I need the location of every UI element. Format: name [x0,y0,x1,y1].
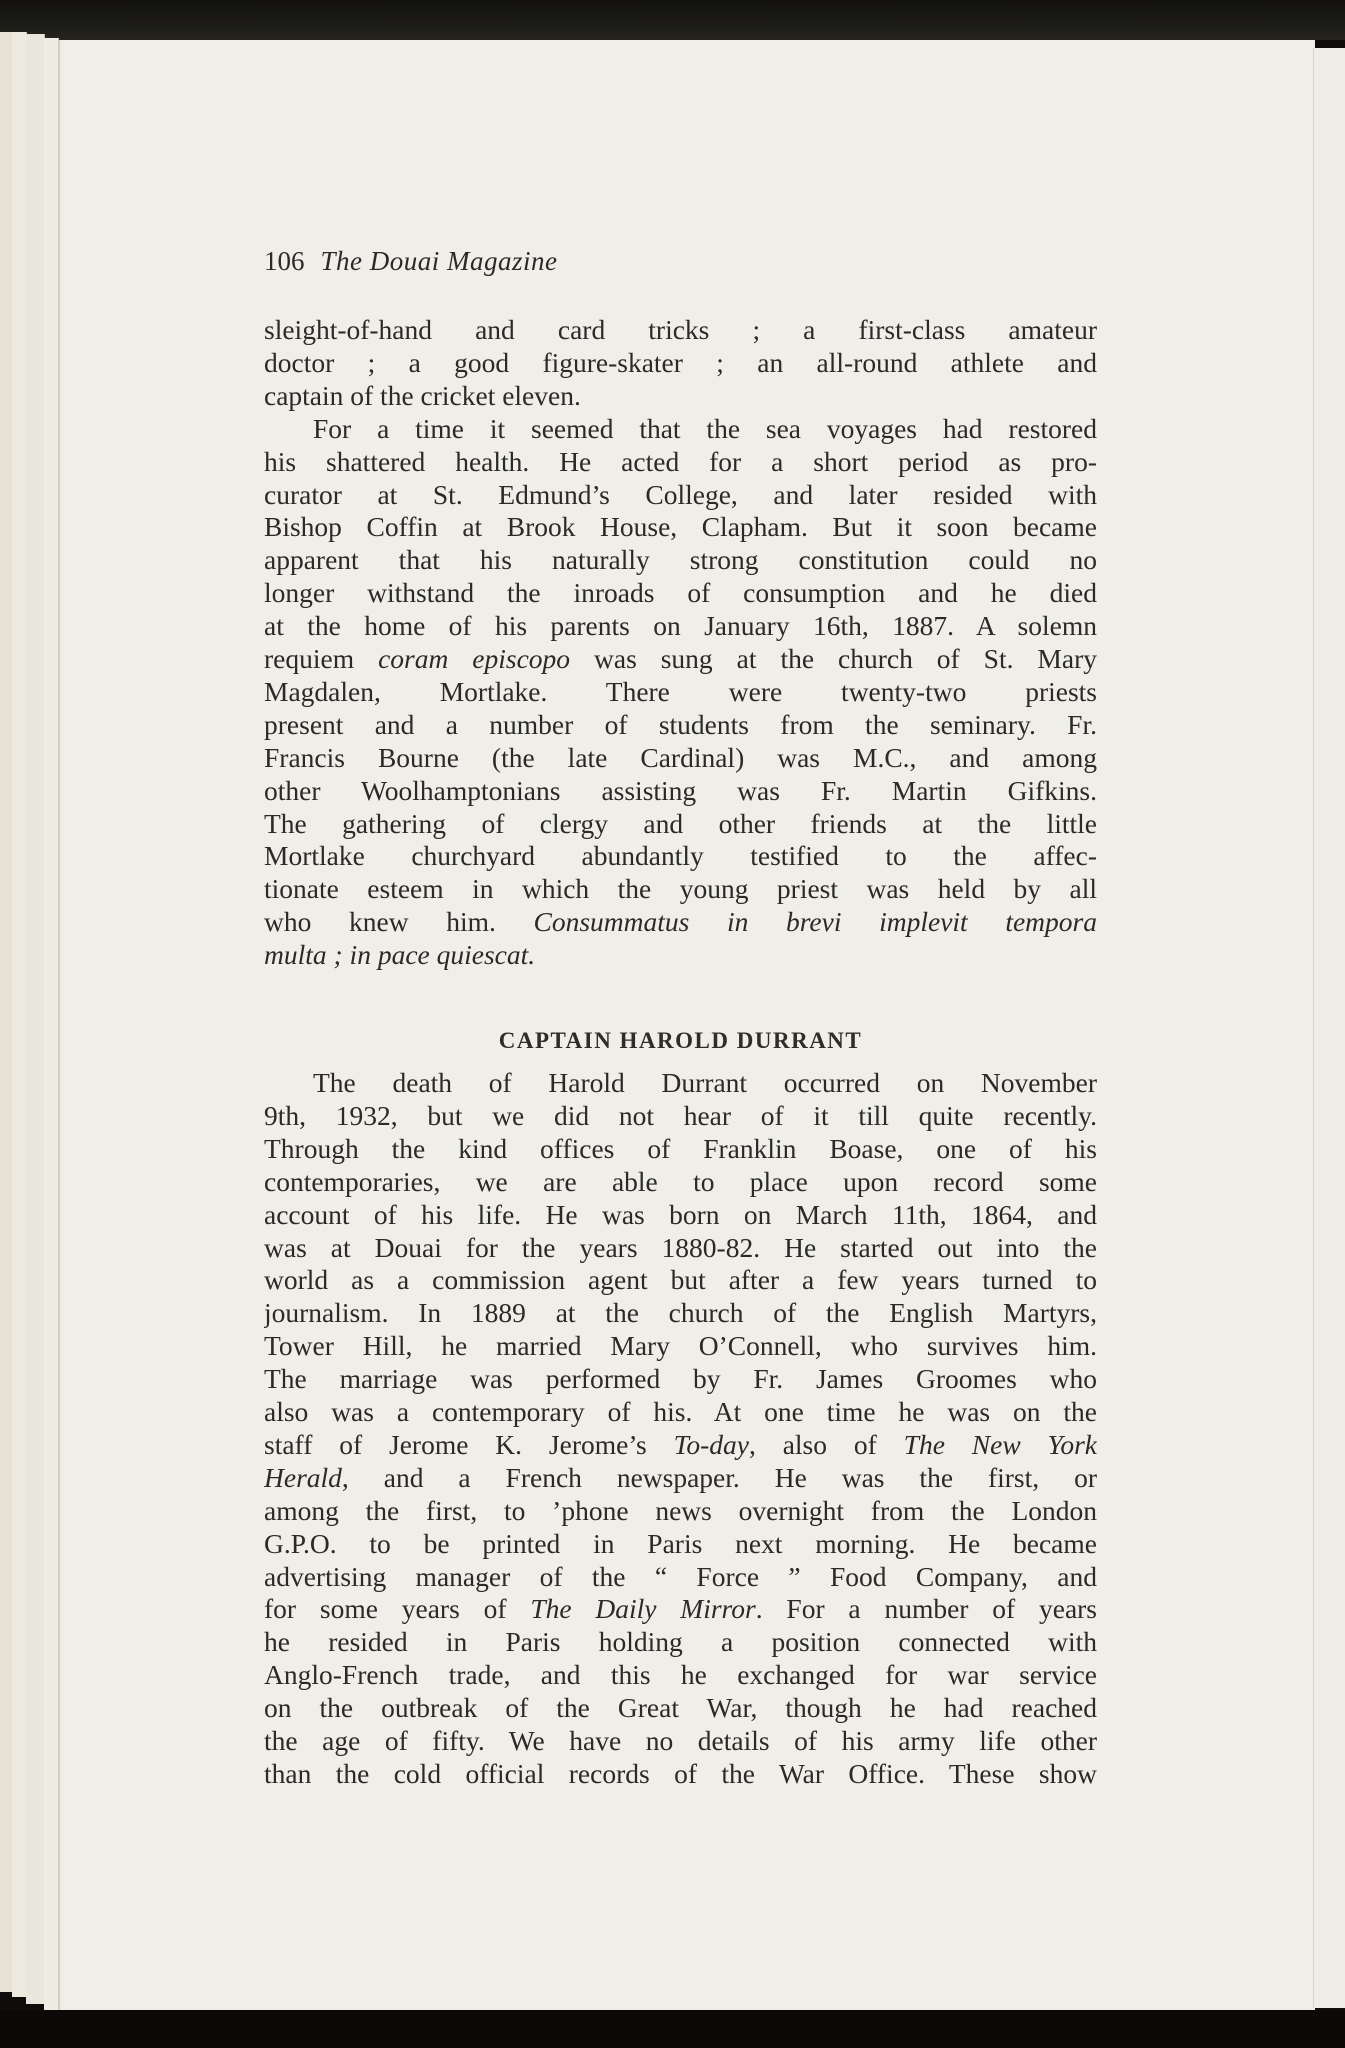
text-segment: staff of Jerome K. Jerome’s [264,1428,674,1460]
text-segment: he resided in Paris holding a position connected with [264,1626,1097,1658]
text-line [264,708,1097,741]
text-line [264,1198,1097,1231]
text-line [264,1263,1097,1296]
text-segment: other Woolhamptonians assisting was Fr. Martin Gifkins. [264,774,1097,806]
text-line [264,905,1097,938]
text-line [264,313,1097,346]
text-segment: contemporaries, we are able to place upon record some [264,1165,1097,1197]
text-line [264,510,1097,543]
text-line [264,1625,1097,1658]
text-line [264,807,1097,840]
text-line [264,346,1097,379]
text-line [264,642,1097,675]
scanner-background-top [0,0,1345,40]
text-segment: was at Douai for the years 1880-82. He started out into the [264,1231,1097,1263]
text-line [264,774,1097,807]
italic-text: The Daily Mirror [530,1593,756,1625]
text-line [264,1691,1097,1724]
text-segment: apparent that his naturally strong constitution could no [264,544,1097,576]
text-line [264,1099,1097,1132]
text-line [264,1461,1097,1494]
text-line [264,1428,1097,1461]
text-segment: who knew him. [264,906,534,938]
text-line [264,609,1097,642]
text-line [264,1757,1097,1790]
text-segment: Anglo-French trade, and this he exchanged for war service [264,1659,1097,1691]
text-segment: sleight-of-hand and card tricks ; a first-class amateur [264,314,1097,345]
text-segment: world as a commission agent but after a few years turned to [264,1264,1097,1296]
text-line [264,741,1097,774]
text-line [264,839,1097,872]
section-heading: CAPTAIN HAROLD DURRANT [498,1028,863,1053]
page-edge [26,34,45,2004]
text-segment: journalism. In 1889 at the church of the English Martyrs, [264,1297,1097,1329]
text-segment: longer withstand the inroads of consumption and he died [264,577,1097,609]
running-head [264,246,557,277]
text-segment: . For a number of years [755,1593,1097,1625]
text-line [264,1395,1097,1428]
text-line [264,1132,1097,1165]
text-segment: requiem [264,643,379,674]
text-segment: advertising manager of the “ Force ” Food Company, and [264,1560,1097,1592]
text-segment: doctor ; a good figure-skater ; an all-round athlete and [264,346,1097,378]
text-segment: 9th, 1932, but we did not hear of it till quite recently. [264,1099,1097,1131]
text-segment: Mortlake churchyard abundantly testified to the affec- [264,840,1097,872]
text-segment: also was a contemporary of his. At one time he was on the [264,1396,1097,1427]
italic-text: coram episcopo [378,643,571,674]
text-line [264,872,1097,905]
text-line [313,1066,1097,1099]
text-line [264,1560,1097,1593]
page-edge [44,38,59,2013]
italic-text: The New York [903,1428,1097,1460]
text-segment: captain of the cricket eleven. [264,379,581,411]
text-line [264,1165,1097,1198]
text-segment: , and a French newspaper. He was the first, or [341,1461,1097,1493]
text-line [264,938,1097,971]
text-segment: present and a number of students from the seminary. Fr. [264,708,1097,740]
text-segment: The gathering of clergy and other friends at the little [264,807,1097,839]
text-line [313,412,1097,445]
text-segment: Bishop Coffin at Brook House, Clapham. But it soon became [264,511,1097,543]
scanner-background-bottom [0,2010,1345,2048]
text-line [264,1658,1097,1691]
italic-text: Consummatus in brevi implevit tempora [533,906,1097,938]
text-segment: the age of fifty. We have no details of his army life other [264,1725,1097,1756]
text-line [264,576,1097,609]
text-segment: For a time it seemed that the sea voyages had restored [313,412,1097,444]
text-segment: on the outbreak of the Great War, though he had reached [264,1692,1097,1724]
text-line [264,1527,1097,1560]
text-segment: Tower Hill, he married Mary O’Connell, who survives him. [264,1330,1097,1362]
text-segment: Francis Bourne (the late Cardinal) was M.C., and among [264,741,1097,773]
text-segment: for some years of [264,1593,531,1625]
text-segment: The marriage was performed by Fr. James Groomes who [264,1363,1097,1395]
italic-text: To-day [673,1428,749,1460]
text-segment: Magdalen, Mortlake. There were twenty-two priests [264,675,1097,707]
page-fold [1313,48,1345,2008]
text-line [264,1724,1097,1757]
text-line [264,1362,1097,1395]
page-edge [12,32,27,1997]
text-segment: curator at St. Edmund’s College, and later resided with [264,478,1097,510]
text-line [264,1231,1097,1264]
italic-text: multa ; in pace quiescat. [264,939,536,971]
text-segment: was sung at the church of St. Mary [570,643,1097,674]
text-segment: than the cold official records of the War Office. These show [264,1757,1097,1789]
text-line [264,478,1097,511]
text-segment: , also of [748,1428,904,1460]
text-line [264,379,1097,412]
text-segment: at the home of his parents on January 16th, 1887. A solemn [264,610,1097,642]
magazine-title: The Douai Magazine [320,246,558,276]
text-segment: The death of Harold Durrant occurred on November [313,1067,1097,1098]
text-line [264,1494,1097,1527]
text-line [264,1592,1097,1625]
text-line [264,445,1097,478]
text-line [264,675,1097,708]
text-line [264,543,1097,576]
text-segment: tionate esteem in which the young priest was held by all [264,873,1097,905]
text-line [264,1329,1097,1362]
text-segment: G.P.O. to be printed in Paris next morning. He became [264,1527,1097,1559]
text-segment: among the first, to ’phone news overnight from the London [264,1494,1097,1526]
italic-text: Herald [264,1461,342,1493]
page-number: 106 [264,246,305,276]
text-segment: account of his life. He was born on March 11th, 1864, and [264,1198,1097,1230]
text-segment: his shattered health. He acted for a short period as pro- [264,445,1097,477]
text-line [264,1296,1097,1329]
text-segment: Through the kind offices of Franklin Boase, one of his [264,1132,1097,1164]
